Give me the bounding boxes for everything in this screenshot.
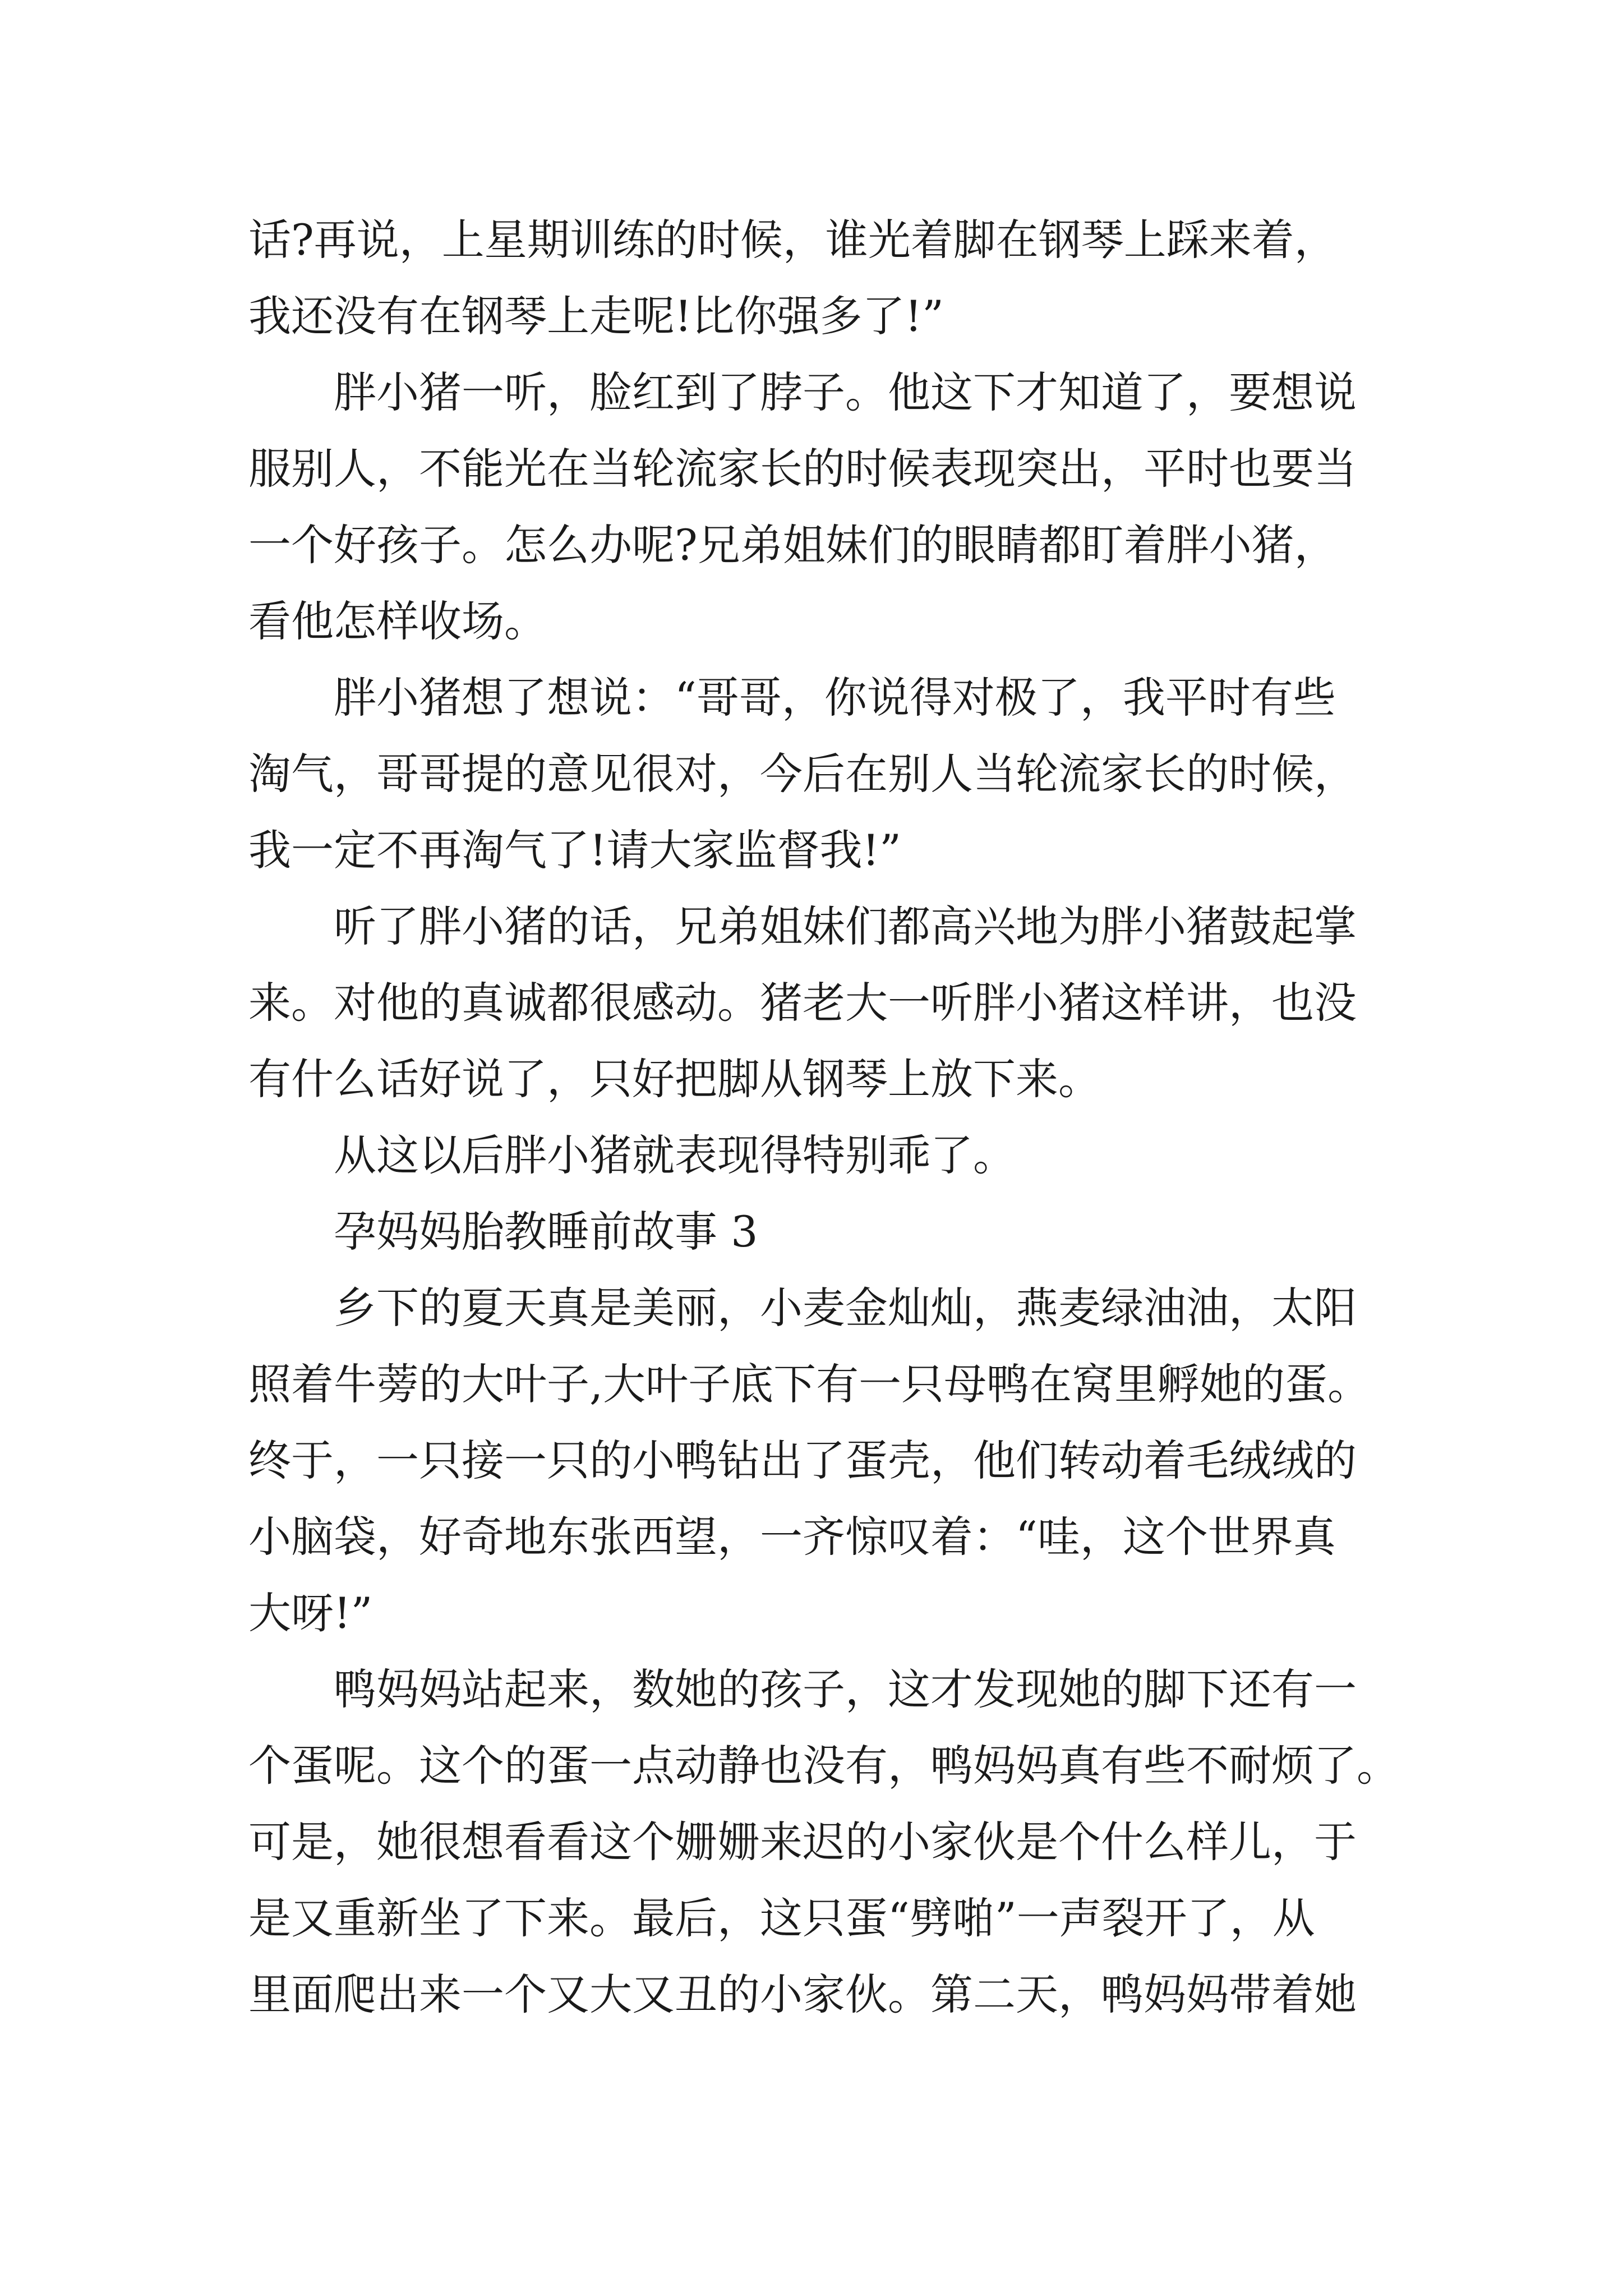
text-line: 乡下的夏天真是美丽，小麦金灿灿，燕麦绿油油，太阳 (334, 1283, 1357, 1333)
text-line: 大呀!” (248, 1588, 373, 1638)
text-line: 听了胖小猪的话，兄弟姐妹们都高兴地为胖小猪鼓起掌 (334, 901, 1357, 951)
text-line: 看他怎样收场。 (248, 596, 547, 646)
text-line: 我还没有在钢琴上走呢!比你强多了!” (248, 291, 944, 341)
text-line: 一个好孩子。怎么办呢?兄弟姐妹们的眼睛都盯着胖小猪， (248, 520, 1337, 570)
text-line: 从这以后胖小猪就表现得特别乖了。 (334, 1130, 1016, 1180)
text-line: 照着牛蒡的大叶子,大叶子底下有一只母鸭在窝里孵她的蛋。 (248, 1359, 1371, 1409)
section-heading: 孕妈妈胎教睡前故事 3 (334, 1207, 758, 1257)
text-line: 里面爬出来一个又大又丑的小家伙。第二天，鸭妈妈带着她 (248, 1970, 1357, 2019)
text-line: 服别人，不能光在当轮流家长的时候表现突出，平时也要当 (248, 444, 1357, 494)
text-line: 有什么话好说了，只好把脚从钢琴上放下来。 (248, 1054, 1101, 1104)
text-line: 胖小猪想了想说：“哥哥，你说得对极了，我平时有些 (334, 673, 1336, 723)
text-line: 来。对他的真诚都很感动。猪老大一听胖小猪这样讲，也没 (248, 978, 1357, 1028)
text-line: 终于，一只接一只的小鸭钻出了蛋壳，他们转动着毛绒绒的 (248, 1435, 1357, 1485)
text-line: 可是，她很想看看这个姗姗来迟的小家伙是个什么样儿，于 (248, 1817, 1357, 1867)
text-line: 是又重新坐了下来。最后，这只蛋“劈啪”一声裂开了，从 (248, 1893, 1315, 1943)
text-line: 胖小猪一听，脸红到了脖子。他这下才知道了，要想说 (334, 367, 1357, 417)
text-line: 淘气，哥哥提的意见很对，今后在别人当轮流家长的时候， (248, 749, 1357, 799)
text-line: 话?再说，上星期训练的时候，谁光着脚在钢琴上踩来着， (248, 215, 1337, 265)
text-line: 小脑袋，好奇地东张西望，一齐惊叹着：“哇，这个世界真 (248, 1512, 1336, 1562)
story-text (248, 202, 1399, 2033)
text-line: 个蛋呢。这个的蛋一点动静也没有，鸭妈妈真有些不耐烦了。 (248, 1741, 1399, 1791)
text-line: 鸭妈妈站起来，数她的孩子，这才发现她的脚下还有一 (334, 1664, 1357, 1714)
text-line: 我一定不再淘气了!请大家监督我!” (248, 825, 901, 875)
